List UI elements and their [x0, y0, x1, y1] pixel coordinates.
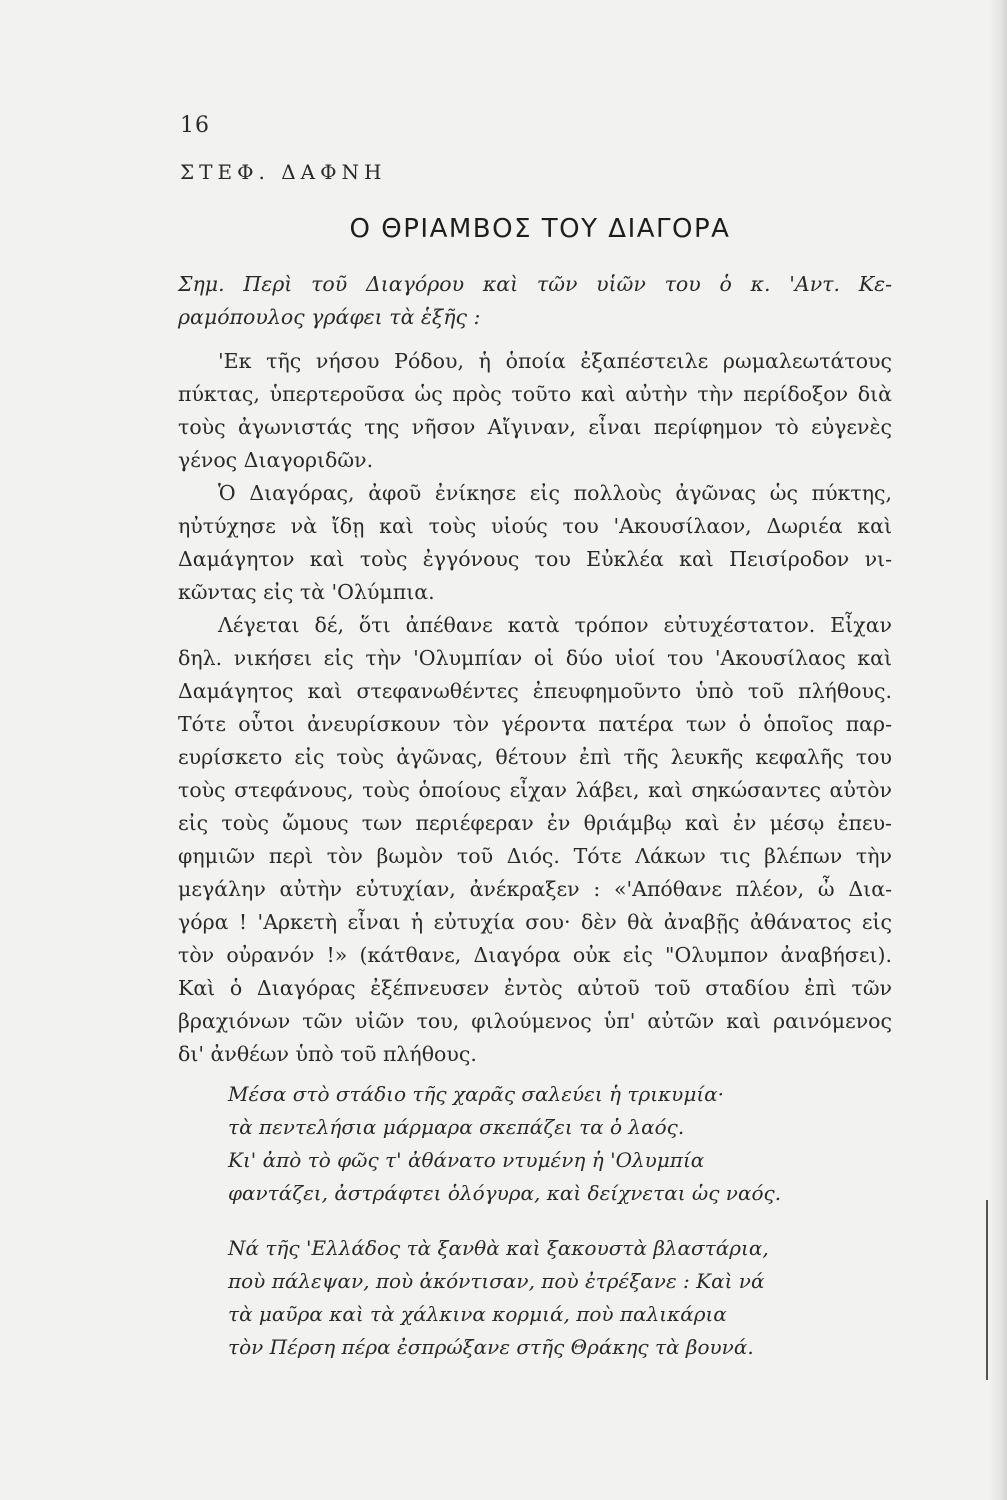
body-line: τοὺς στεφάνους, τοὺς ὁποίους εἶχαν λάβει, καὶ σηκώσαντες αὐτὸν	[178, 778, 892, 802]
body-line: 'Εκ τῆς νήσου Ρόδου, ἡ ὁποία ἐξαπέστειλε ρωμαλεωτάτους	[218, 349, 892, 373]
verse-line: τὸν Πέρση πέρα ἐσπρώξανε στῆς Θράκης τὰ βουνά.	[228, 1335, 754, 1359]
body-line: δι' ἀνθέων ὑπὸ τοῦ πλήθους.	[178, 1042, 477, 1066]
verse-line: τὰ πεντελήσια μάρμαρα σκεπάζει τα ὁ λαός.	[228, 1115, 685, 1139]
body-line: Λέγεται δέ, ὅτι ἀπέθανε κατὰ τρόπον εὐτυχέστατον. Εἶχαν	[218, 613, 892, 637]
note-line: ραμόπουλος γράφει τὰ ἑξῆς :	[178, 305, 481, 329]
body-line: ηὐτύχησε νὰ ἴδῃ καὶ τοὺς υἱούς του 'Ακουσίλαον, Δωριέα καὶ	[178, 514, 892, 538]
body-line: τοὺς ἀγωνιστάς της νῆσον Αἴγιναν, εἶναι περίφημον τὸ εὐγενὲς	[178, 415, 892, 439]
body-line: βραχιόνων τῶν υἱῶν του, φιλούμενος ὑπ' αὐτῶν καὶ ραινόμενος	[178, 1009, 892, 1033]
body-line: δηλ. νικήσει εἰς τὴν 'Ολυμπίαν οἱ δύο υἱοί του 'Ακουσίλαος καὶ	[178, 646, 892, 670]
verse-line: ποὺ πάλεψαν, ποὺ ἀκόντισαν, ποὺ ἐτρέξανε : Καὶ νά	[228, 1269, 765, 1293]
body-line: εἰς τοὺς ὤμους των περιέφεραν ἐν θριάμβῳ καὶ ἐν μέσῳ ἐπευ-	[178, 811, 892, 835]
verse-line: Νά τῆς 'Ελλάδος τὰ ξανθὰ καὶ ξακουστὰ βλαστάρια,	[228, 1236, 769, 1260]
verse-stanza-1	[228, 1078, 781, 1210]
body-line: Τότε οὗτοι ἀνευρίσκουν τὸν γέροντα πατέρα των ὁ ὁποῖος παρ-	[178, 712, 892, 736]
body-line: τὸν οὐρανόν !» (κάτθανε, Διαγόρα οὐκ εἰς "Ολυμπον ἀναβήσει).	[178, 943, 892, 967]
verse-line: φαντάζει, ἀστράφτει ὁλόγυρα, καὶ δείχνεται ὡς ναός.	[228, 1181, 782, 1205]
body-text	[178, 345, 892, 1071]
body-line: μεγάλην αὐτὴν εὐτυχίαν, ἀνέκραξεν : «'Απόθανε πλέον, ὦ Δια-	[178, 877, 892, 901]
body-line: φημιῶν περὶ τὸν βωμὸν τοῦ Διός. Τότε Λάκων τις βλέπων τὴν	[178, 844, 892, 868]
body-line: Δαμάγητος καὶ στεφανωθέντες ἐπευφημοῦντο ὑπὸ τοῦ πλήθους.	[178, 679, 892, 703]
body-line: ευρίσκετο εἰς τοὺς ἀγῶνας, θέτουν ἐπὶ τῆς λευκῆς κεφαλῆς του	[178, 745, 892, 769]
note-line: Σημ. Περὶ τοῦ Διαγόρου καὶ τῶν υἱῶν του ὁ κ. 'Αντ. Κε-	[178, 272, 892, 296]
body-line: Δαμάγητον καὶ τοὺς ἐγγόνους του Εὐκλέα καὶ Πεισίροδον νι-	[178, 547, 892, 571]
body-line: Ὁ Διαγόρας, ἀφοῦ ἐνίκησε εἰς πολλοὺς ἀγῶνας ὡς πύκτης,	[218, 481, 892, 505]
page-edge-mark	[986, 1200, 988, 1380]
verse-line: Μέσα στὸ στάδιο τῆς χαρᾶς σαλεύει ἡ τρικυμία·	[228, 1082, 725, 1106]
verse-stanza-2	[228, 1232, 769, 1364]
body-line: γένος Διαγοριδῶν.	[178, 448, 374, 472]
editor-note	[178, 268, 892, 334]
page-edge-shadow	[989, 0, 1007, 1500]
body-line: γόρα ! 'Αρκετὴ εἶναι ἡ εὐτυχία σου· δὲν θὰ ἀναβῇς ἀθάνατος εἰς	[178, 910, 892, 934]
page-number: 16	[180, 113, 210, 138]
poem-title: Ο ΘΡΙΑΜΒΟΣ ΤΟΥ ΔΙΑΓΟΡΑ	[349, 214, 731, 244]
body-line: κῶντας εἰς τὰ 'Ολύμπια.	[178, 580, 435, 604]
verse-line: τὰ μαῦρα καὶ τὰ χάλκινα κορμιά, ποὺ παλικάρια	[228, 1302, 727, 1326]
verse-line: Κι' ἀπὸ τὸ φῶς τ' ἀθάνατο ντυμένη ἡ 'Ολυμπία	[228, 1148, 705, 1172]
author-name: ΣΤΕΦ. ΔΑΦΝΗ	[180, 160, 387, 184]
body-line: πύκτας, ὑπερτεροῦσα ὡς πρὸς τοῦτο καὶ αὐτὴν τὴν περίδοξον διὰ	[178, 382, 892, 406]
body-line: Καὶ ὁ Διαγόρας ἐξέπνευσεν ἐντὸς αὐτοῦ τοῦ σταδίου ἐπὶ τῶν	[178, 976, 892, 1000]
